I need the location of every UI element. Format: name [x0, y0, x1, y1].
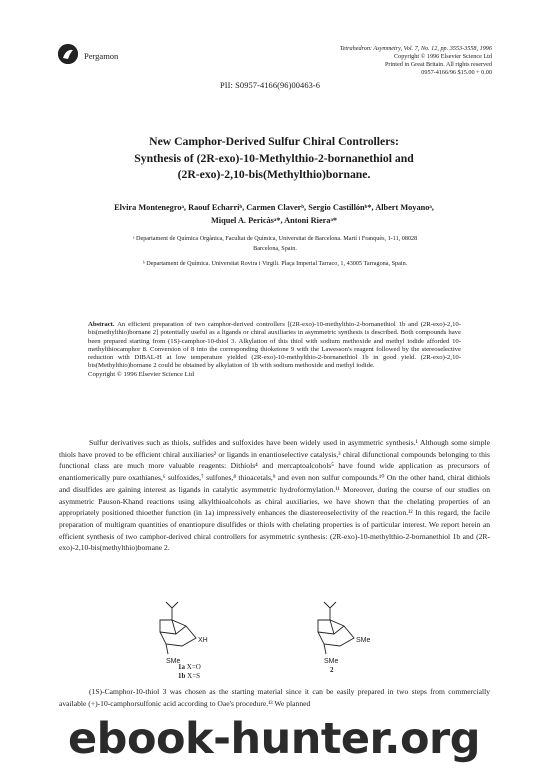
chemical-structures: [0, 598, 548, 693]
structure-2-sme-lower: SMe: [324, 658, 339, 665]
journal-info: [292, 45, 492, 77]
structure-1-xh: XH: [198, 637, 208, 644]
article-title: [60, 134, 488, 184]
printed-line: Printed in Great Britain. All rights reserved: [384, 60, 492, 68]
author-list: [60, 202, 488, 227]
abstract-text: An efficient preparation of two camphor-derived controllers [(2R-exo)-10-methylthio-2-bornanethiol 1b and (2R-exo)-2,10-bis(methylthio)bornane 2] potentially useful as a ligands or chiral auxiliaries in asymmetric synthesis is described. Both compounds have been prepared starting from (1S)-camphor-10-thiol 3. Alkylation of this thiol with sodium methoxide and methyl iodide afforded 10-methylthiocamphor 8. Conversion of 8 into the corresponding thioketone 9 with the Lawesson's reagent followed by the stereoselective reduction with DIBAL-H at low temperature yielded (2R-exo)-10-methylthio-2-bornanethiol 1b in good yield. (2R-exo)-2,10-bis(Methylthio)bornane 2 could be obtained by alkylation of 1b with sodium methoxide and methyl iodide.: [88, 321, 461, 370]
abstract-copyright: Copyright © 1996 Elsevier Science Ltd: [88, 370, 194, 378]
watermark-text: ebook-hunter.org: [68, 714, 480, 764]
affiliations: [80, 234, 470, 269]
title-line-3: (2R-exo)-2,10-bis(Methylthio)bornane.: [177, 168, 371, 181]
affiliation-a-line-1: ᵃ Departament de Química Orgànica, Facultat de Química, Universitat de Barcelona. Martí i Franquès, 1-11, 08028: [132, 235, 418, 242]
label-1b-number: 1b: [178, 672, 186, 680]
structure-1-sme: SMe: [166, 658, 181, 665]
title-line-1: New Camphor-Derived Sulfur Chiral Controllers:: [149, 135, 399, 148]
authors-line-1: Elvira Montenegroᵃ, Raouf Echarriᵇ, Carmen Claverᵇ, Sergio Castillónᵇ*, Albert Moyanoᵃ,: [114, 203, 434, 212]
structure-1-drawing: [160, 602, 196, 654]
affiliation-a-line-2: Barcelona, Spain.: [253, 245, 297, 252]
structure-2-drawing: [318, 602, 354, 654]
label-1a-number: 1a: [178, 663, 185, 671]
abstract: [88, 321, 461, 379]
publisher-name: Pergamon: [84, 51, 119, 61]
authors-line-2: Miquel A. Pericàsᵃ*, Antoni Rieraᵃ*: [210, 215, 338, 225]
body-paragraph-2: (1S)-Camphor-10-thiol 3 was chosen as the starting material since it can be easily prepared in two steps from commercially available (+)-10-camphorsulfonic acid according to Oae's procedure.¹³ We planned: [59, 687, 490, 708]
body-paragraph-1: Sulfur derivatives such as thiols, sulfides and sulfoxides have been widely used in asymmetric synthesis.¹ Although some simple thiols have proved to be efficient chiral auxiliaries² or ligands in enantioselective catalysis,³ chiral difunctional compounds belonging to this functional class are much more valuable reagents: Dithiols⁴ and mercaptoalcohols⁵ have found wide application as precursors of enantiomerically pure oxathianes,⁶ sulfoxides,⁷ sulfones,⁸ thioacetals,⁹ and even non sulfur compounds.¹⁰ On the other hand, chiral dithiols and disulfides are gaining interest as ligands in catalytic asymmetric hydroformylation.¹¹ Moreover, during the course of our studies on asymmetric Pauson-Khand reactions using alkylthioalcohols as chiral auxiliaries, we have shown that the chelating properties of an appropriately positioned thioether function (in 1a) impressively enhances the diastereoselectivity of the reaction.¹² In this regard, the facile preparation of multigram quantities of enantiopure disulfides or thiols with chelating properties is of particular interest. We report herein an efficient synthesis of two camphor-derived chiral controllers for asymmetric synthesis: (2R-exo)-10-methylthio-2-bornanethiol 1b and (2R-exo)-2,10-bis(methylthio)bornane 2.: [59, 438, 490, 553]
structure-2-sme-upper: SMe: [356, 637, 371, 644]
journal-line: Tetrahedron: Asymmetry, Vol. 7, No. 12, pp. 3553-3558, 1996: [339, 45, 492, 52]
abstract-label: Abstract.: [88, 321, 115, 328]
affiliation-b: ᵇ Departament de Química. Universitat Rovira i Virgili. Plaça Imperial Tarraco, 1, 43005 Tarragona, Spain.: [142, 260, 408, 267]
price-line: 0957-4166/96 $15.00 + 0.00: [421, 68, 492, 76]
label-1b: [178, 672, 200, 680]
label-1a: [178, 663, 201, 671]
body-text: [59, 437, 490, 554]
copyright-line: Copyright © 1996 Elsevier Science Ltd: [393, 52, 492, 60]
label-1b-x: X=S: [187, 672, 201, 680]
pii-identifier: PII: S0957-4166(96)00463-6: [220, 81, 321, 90]
label-2: 2: [330, 666, 334, 674]
label-1a-x: X=O: [186, 663, 201, 671]
title-line-2: Synthesis of (2R-exo)-10-Methylthio-2-bornanethiol and: [134, 151, 414, 165]
pergamon-logo-icon: [58, 44, 78, 64]
